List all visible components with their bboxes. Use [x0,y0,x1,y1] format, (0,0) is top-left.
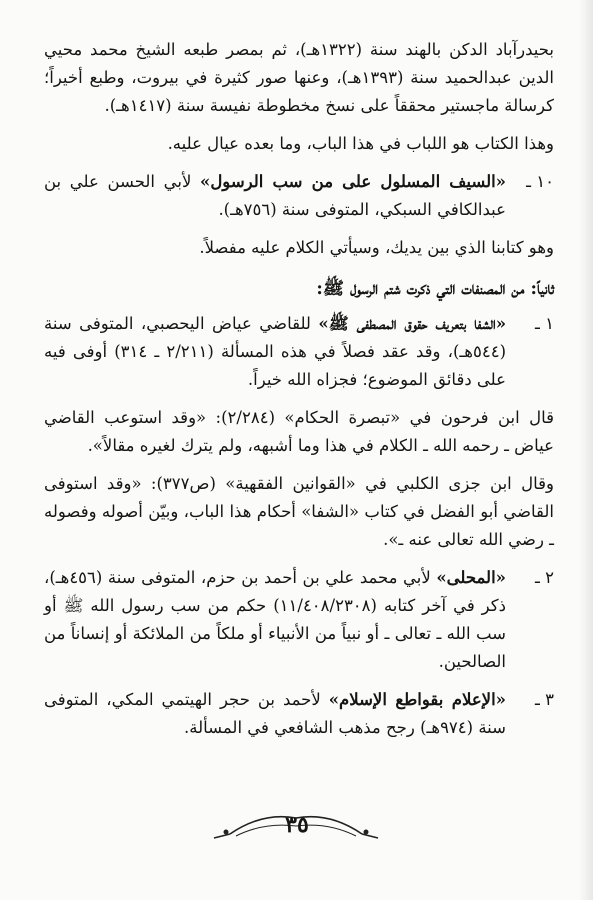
page-body [44,36,554,752]
page-edge-shadow [579,0,593,900]
item-number: ١٠ ـ [526,172,554,191]
list-item-10 [44,168,554,224]
item-number: ١ ـ [535,314,554,333]
item-text [44,168,506,224]
section-heading: ثانياً: من المصنفات التي ذكرت شتم الرسول ﷺ: [316,279,554,299]
book-title: «الإعلام بقواطع الإسلام» [328,690,506,709]
paragraph-book-note: وهذا الكتاب هو اللباب في هذا الباب، وما بعده عيال عليه. [167,134,554,153]
item-description: للقاضي عياض اليحصبي، المتوفى سنة (٥٤٤هـ)، وقد عقد فصلاً في هذه المسألة (٢/٢١١ ـ ٣١٤) أوفى فيه على دقائق الموضوع؛ فجزاه الله خيراً. [44,314,506,389]
item-number: ٣ ـ [535,690,554,709]
list-item-2 [44,564,554,676]
book-title: «المحلى» [436,568,506,587]
item-text [44,310,506,394]
book-title: «السيف المسلول على من سب الرسول» [200,172,506,191]
item-description: لأحمد بن حجر الهيتمي المكي، المتوفى سنة (٩٧٤هـ) رجح مذهب الشافعي في المسألة. [44,690,506,737]
quote-ibn-farhun: قال ابن فرحون في «تبصرة الحكام» (٢/٢٨٤): «وقد استوعب القاضي عياض ـ رحمه الله ـ الكلام في هذا وما أشبهه، ولم يترك لغيره مقالاً». [44,408,554,455]
item-description: لأبي الحسن علي بن عبدالكافي السبكي، المتوفى سنة (٧٥٦هـ). [44,172,506,219]
item-number: ٢ ـ [535,568,554,587]
book-title: «الشفا بتعريف حقوق المصطفى ﷺ» [318,314,507,333]
paragraph-this-book: وهو كتابنا الذي بين يديك، وسيأتي الكلام عليه مفصلاً. [199,238,554,257]
list-item-3 [44,686,554,742]
paragraph-printing-history: بحيدرآباد الدكن بالهند سنة (١٣٢٢هـ)، ثم بمصر طبعه الشيخ محمد محيي الدين عبدالحميد سنة (١٣٩٣هـ)، وعنها صور كثيرة في بيروت، وطبع أخيراً؛ كرسالة ماجستير محققاً على نسخ مخطوطة نفيسة سنة (١٤١٧هـ). [44,40,554,115]
item-text [44,686,506,742]
list-item-1 [44,310,554,394]
page-number: ٣٥ [285,812,309,838]
quote-ibn-juzay: وقال ابن جزى الكلبي في «القوانين الفقهية» (ص٣٧٧): «وقد استوفى القاضي أبو الفضل في كتاب «الشفا» أحكام هذا الباب، وبيّن أصوله وفصوله ـ رضي الله تعالى عنه ـ». [44,474,554,549]
item-description: لأبي محمد علي بن أحمد بن حزم، المتوفى سنة (٤٥٦هـ)، ذكر في آخر كتابه (١١/٤٠٨/٢٣٠٨) حكم من سب رسول الله ﷺ أو سب الله ـ تعالى ـ أو نبياً من الأنبياء أو ملكاً من الملائكة أو إنساناً من الصالحين. [44,568,507,671]
item-text [44,564,506,676]
